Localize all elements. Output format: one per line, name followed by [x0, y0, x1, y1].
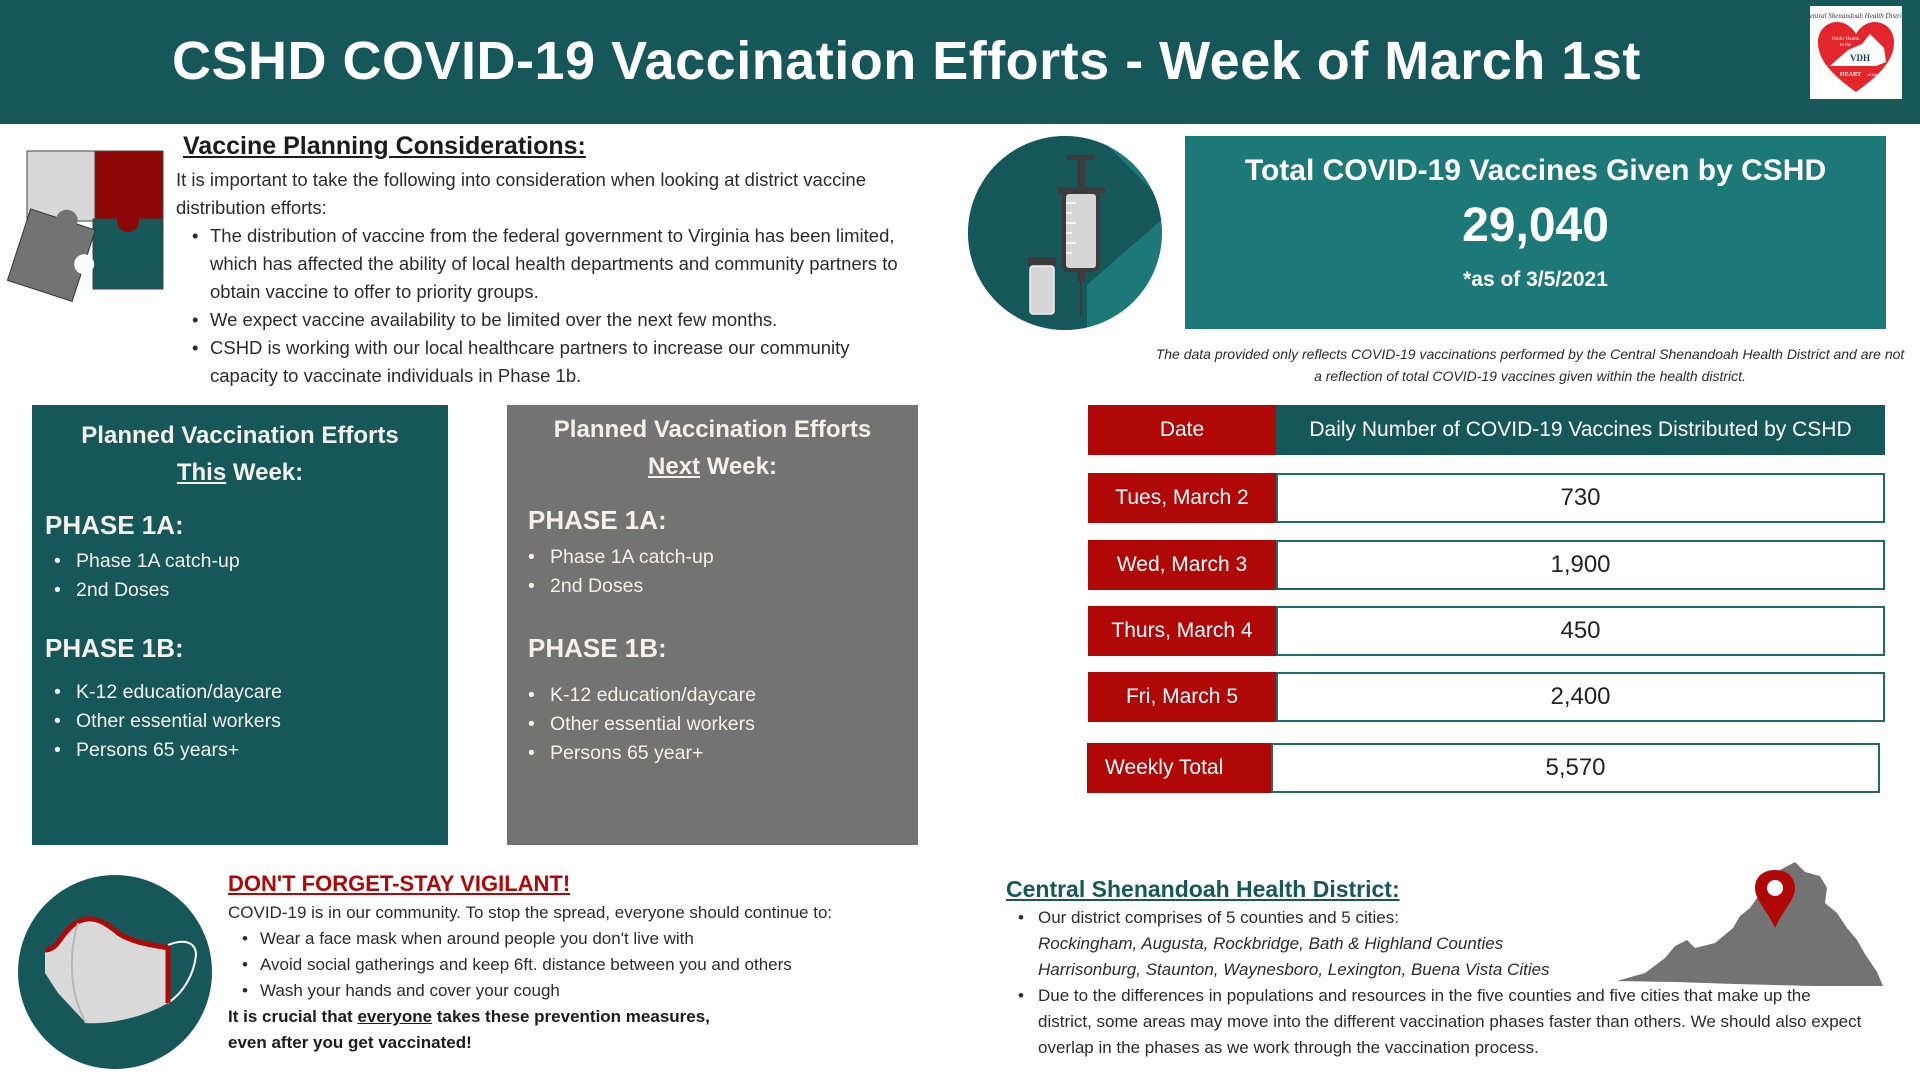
phase-1b-list: [528, 681, 756, 768]
row-value: 2,400: [1276, 672, 1885, 722]
phase-1b-list: [54, 678, 282, 765]
table-row: [1088, 672, 1885, 722]
phase-1a-title: PHASE 1A:: [528, 505, 667, 535]
vigilant-body: [228, 900, 928, 1056]
puzzle-icon: [0, 148, 165, 308]
column-header-date: Date: [1088, 405, 1276, 455]
emphasis-line2: even after you get vaccinated!: [228, 1033, 472, 1052]
phase-1b-title: PHASE 1B:: [45, 633, 184, 663]
phase-item: • Phase 1A catch-up: [54, 547, 240, 576]
vigilant-bullet: • Wash your hands and cover your cough: [242, 978, 928, 1004]
phase-item: • Persons 65 years+: [54, 736, 282, 765]
phase-1a-title: PHASE 1A:: [45, 510, 184, 540]
panel-heading-line1: Planned Vaccination Efforts: [81, 422, 399, 449]
phase-item: • K-12 education/daycare: [54, 678, 282, 707]
panel-heading-emph: Next: [648, 453, 701, 480]
phase-1a-list: [528, 543, 714, 601]
row-value: 1,900: [1276, 540, 1885, 590]
planning-list: [196, 222, 916, 390]
phase-item: • 2nd Doses: [54, 576, 240, 605]
svg-text:HEART: HEART: [1840, 72, 1862, 78]
panel-heading-rest: Week:: [700, 453, 777, 480]
row-date: Fri, March 5: [1088, 672, 1276, 722]
vigilant-list: [242, 926, 928, 1004]
table-header: [1088, 405, 1885, 455]
column-header-value: Daily Number of COVID-19 Vaccines Distributed by CSHD: [1276, 405, 1885, 455]
panel-this-week: [32, 405, 448, 845]
total-vaccines-card: [1185, 136, 1886, 329]
vigilant-bullet: • Avoid social gatherings and keep 6ft. distance between you and others: [242, 952, 928, 978]
total-as-of-date: *as of 3/5/2021: [1463, 268, 1608, 291]
total-value-cell: 5,570: [1271, 743, 1880, 793]
heart-logo-icon: [1810, 6, 1902, 99]
district-bullet: • Due to the differences in populations and resources in the five counties and five cities that make up the district, some areas may move into the different vaccination phases faster than others. We should also expect overlap in the phases as we work through the vaccination process.: [1016, 983, 1866, 1061]
row-date: Thurs, March 4: [1088, 606, 1276, 656]
phase-item: • K-12 education/daycare: [528, 681, 756, 710]
planning-intro: It is important to take the following into consideration when looking at district vaccine distribution efforts:: [176, 169, 867, 218]
planning-body: [176, 166, 916, 390]
phase-1a-list: [54, 547, 240, 605]
table-row: [1088, 606, 1885, 656]
district-cities: Harrisonburg, Staunton, Waynesboro, Lexington, Buena Vista Cities: [1038, 960, 1550, 979]
panel-heading-rest: Week:: [226, 459, 304, 486]
svg-text:VDH: VDH: [1850, 53, 1870, 63]
vigilant-bullet: • Wear a face mask when around people you don't live with: [242, 926, 928, 952]
emphasis-pre: It is crucial that: [228, 1007, 358, 1026]
district-bullet-text: Our district comprises of 5 counties and 5 cities:: [1038, 908, 1399, 927]
panel-heading-line2: [32, 454, 448, 491]
vigilant-emphasis: [228, 1004, 928, 1056]
planning-bullet: • We expect vaccine availability to be limited over the next few months.: [196, 306, 916, 334]
phase-item: • Phase 1A catch-up: [528, 543, 714, 572]
svg-text:Public Health: Public Health: [1832, 37, 1860, 42]
phase-item: • Persons 65 year+: [528, 739, 756, 768]
panel-heading: [507, 411, 918, 485]
total-label: Weekly Total: [1087, 743, 1271, 793]
district-body: [1016, 905, 1896, 1061]
page-title: CSHD COVID-19 Vaccination Efforts - Week of March 1st: [172, 31, 1641, 91]
panel-next-week: [507, 405, 918, 845]
panel-heading: [32, 417, 448, 491]
emphasis-word: everyone: [357, 1007, 433, 1026]
data-disclaimer: The data provided only reflects COVID-19 vaccinations performed by the Central Shenandoah Health District and are not a reflection of total COVID-19 vaccines given within the health district.: [1155, 346, 1905, 384]
syringe-icon: [967, 135, 1163, 331]
cshd-logo: [1810, 6, 1902, 99]
planning-bullet: • CSHD is working with our local healthcare partners to increase our community capacity to vaccinate individuals in Phase 1b.: [196, 334, 916, 390]
phase-item: • Other essential workers: [528, 710, 756, 739]
panel-heading-line2: [507, 448, 918, 485]
face-mask-icon: [18, 875, 213, 1070]
table-total-row: [1087, 743, 1880, 793]
phase-item: • 2nd Doses: [528, 572, 714, 601]
planning-bullet: • The distribution of vaccine from the federal government to Virginia has been limited, which has affected the ability of local health departments and community partners to obtain vaccine to offer to priority groups.: [196, 222, 916, 306]
row-value: 730: [1276, 473, 1885, 523]
svg-text:of the Valley: of the Valley: [1868, 72, 1889, 77]
vigilant-heading: DON'T FORGET-STAY VIGILANT!: [228, 871, 571, 896]
row-date: Wed, March 3: [1088, 540, 1276, 590]
district-bullet: [1016, 905, 1896, 983]
panel-heading-line1: Planned Vaccination Efforts: [553, 416, 872, 443]
table-row: [1088, 540, 1885, 590]
row-value: 450: [1276, 606, 1885, 656]
row-date: Tues, March 2: [1088, 473, 1276, 523]
district-heading: Central Shenandoah Health District:: [1006, 876, 1400, 902]
total-title: Total COVID-19 Vaccines Given by CSHD: [1244, 154, 1827, 187]
total-value: 29,040: [1462, 199, 1609, 252]
planning-heading: Vaccine Planning Considerations:: [183, 132, 586, 160]
district-counties: Rockingham, Augusta, Rockbridge, Bath & Highland Counties: [1038, 934, 1504, 953]
phase-1b-title: PHASE 1B:: [528, 633, 667, 663]
vigilant-intro: COVID-19 is in our community. To stop the spread, everyone should continue to:: [228, 903, 833, 922]
table-row: [1088, 473, 1885, 523]
svg-text:in the: in the: [1840, 43, 1852, 48]
district-list: [1016, 905, 1896, 1061]
phase-item: • Other essential workers: [54, 707, 282, 736]
panel-heading-emph: This: [176, 459, 227, 486]
svg-text:Central Shenandoah Health Dist: Central Shenandoah Health District: [1810, 12, 1902, 20]
emphasis-post: takes these prevention measures,: [432, 1007, 710, 1026]
